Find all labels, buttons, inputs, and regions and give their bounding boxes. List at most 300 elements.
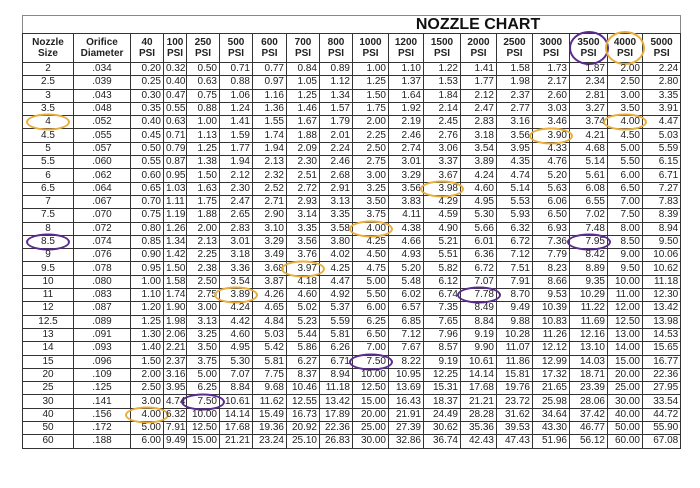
flow-value-cell: 3.50 — [353, 195, 389, 208]
table-body — [23, 63, 681, 449]
table-row — [23, 368, 681, 381]
flow-value-cell: 5.66 — [461, 222, 497, 235]
flow-value-cell: 21.21 — [461, 395, 497, 408]
flow-value-cell: 9.90 — [461, 342, 497, 355]
flow-value-cell: 26.83 — [320, 435, 353, 448]
flow-value-cell: 8.49 — [461, 302, 497, 315]
flow-value-cell: 0.88 — [187, 102, 220, 115]
flow-value-cell: 0.40 — [131, 116, 164, 129]
flow-value-cell: 3.25 — [187, 328, 220, 341]
flow-value-cell: 2.77 — [497, 102, 533, 115]
flow-value-cell: 13.69 — [389, 382, 424, 395]
flow-value-cell: 30.62 — [424, 422, 461, 435]
flow-value-cell: 10.06 — [643, 249, 681, 262]
flow-value-cell: 5.23 — [287, 315, 320, 328]
flow-value-cell: 0.80 — [131, 222, 164, 235]
flow-value-cell: 3.14 — [287, 209, 320, 222]
flow-value-cell: 3.56 — [389, 182, 424, 195]
flow-value-cell: 10.62 — [643, 262, 681, 275]
flow-value-cell: 2.52 — [253, 182, 287, 195]
nozzle-size-cell: 2.5 — [23, 76, 74, 89]
flow-value-cell: 8.94 — [320, 368, 353, 381]
flow-value-cell: 9.68 — [253, 382, 287, 395]
column-header — [497, 34, 533, 63]
flow-value-cell: 3.75 — [353, 209, 389, 222]
flow-value-cell: 18.71 — [570, 368, 608, 381]
flow-value-cell: 6.32 — [164, 408, 187, 421]
flow-value-cell: 1.94 — [253, 142, 287, 155]
flow-value-cell: 0.25 — [131, 76, 164, 89]
flow-value-cell: 40.00 — [608, 408, 643, 421]
column-header-line: Orifice — [86, 37, 118, 48]
nozzle-size-cell: 5.5 — [23, 156, 74, 169]
flow-value-cell: 1.73 — [533, 63, 570, 76]
flow-value-cell: 3.35 — [643, 89, 681, 102]
flow-value-cell: 1.75 — [187, 195, 220, 208]
flow-value-cell: 25.00 — [608, 382, 643, 395]
flow-value-cell: 3.46 — [533, 116, 570, 129]
flow-value-cell: 3.13 — [187, 315, 220, 328]
column-header-line: PSI — [194, 48, 212, 59]
flow-value-cell: 1.79 — [320, 116, 353, 129]
flow-value-cell: 1.98 — [497, 76, 533, 89]
flow-value-cell: 1.03 — [164, 182, 187, 195]
flow-value-cell: 44.72 — [643, 408, 681, 421]
flow-value-cell: 3.49 — [253, 249, 287, 262]
orifice-diameter-cell: .125 — [74, 382, 131, 395]
flow-value-cell: 1.94 — [220, 156, 253, 169]
nozzle-size-cell: 12.5 — [23, 315, 74, 328]
flow-value-cell: 2.00 — [353, 116, 389, 129]
flow-value-cell: 1.19 — [164, 209, 187, 222]
column-header-line: PSI — [506, 48, 523, 59]
flow-value-cell: 0.55 — [164, 102, 187, 115]
flow-value-cell: 2.12 — [220, 169, 253, 182]
flow-value-cell: 2.19 — [389, 116, 424, 129]
flow-value-cell: 2.09 — [287, 142, 320, 155]
flow-value-cell: 9.35 — [570, 275, 608, 288]
flow-value-cell: 10.39 — [533, 302, 570, 315]
flow-value-cell: 1.98 — [164, 315, 187, 328]
flow-value-cell: 10.95 — [389, 368, 424, 381]
flow-value-cell: 12.50 — [608, 315, 643, 328]
nozzle-size-cell: 20 — [23, 368, 74, 381]
flow-value-cell: 4.47 — [320, 275, 353, 288]
flow-value-cell: 4.35 — [497, 156, 533, 169]
flow-value-cell: 3.18 — [220, 249, 253, 262]
column-header-line: 4000 — [613, 37, 637, 48]
flow-value-cell: 2.46 — [320, 156, 353, 169]
nozzle-size-cell: 6.5 — [23, 182, 74, 195]
flow-value-cell: 1.37 — [389, 76, 424, 89]
flow-value-cell: 4.42 — [220, 315, 253, 328]
flow-value-cell: 5.30 — [220, 355, 253, 368]
column-header-line: 5000 — [650, 37, 673, 48]
flow-value-cell: 12.50 — [187, 422, 220, 435]
flow-value-cell: 28.28 — [461, 408, 497, 421]
flow-value-cell: 30.00 — [353, 435, 389, 448]
flow-value-cell: 3.35 — [320, 209, 353, 222]
flow-value-cell: 2.80 — [643, 76, 681, 89]
table-row — [23, 76, 681, 89]
column-header-line: Nozzle — [32, 37, 64, 48]
column-header — [220, 34, 253, 63]
flow-value-cell: 1.20 — [131, 302, 164, 315]
orifice-diameter-cell: .089 — [74, 315, 131, 328]
column-header — [461, 34, 497, 63]
flow-value-cell: 7.78 — [461, 289, 497, 302]
flow-value-cell: 9.19 — [461, 328, 497, 341]
flow-value-cell: 6.01 — [461, 235, 497, 248]
flow-value-cell: 7.02 — [570, 209, 608, 222]
flow-value-cell: 4.60 — [461, 182, 497, 195]
flow-value-cell: 15.65 — [643, 342, 681, 355]
flow-value-cell: 6.06 — [533, 195, 570, 208]
flow-value-cell: 0.87 — [164, 156, 187, 169]
flow-value-cell: 2.71 — [253, 195, 287, 208]
flow-value-cell: 1.25 — [187, 142, 220, 155]
flow-value-cell: 4.21 — [570, 129, 608, 142]
nozzle-size-cell: 14 — [23, 342, 74, 355]
orifice-diameter-cell: .057 — [74, 142, 131, 155]
nozzle-size-cell: 50 — [23, 422, 74, 435]
flow-value-cell: 8.70 — [497, 289, 533, 302]
flow-value-cell: 5.00 — [608, 142, 643, 155]
flow-value-cell: 3.03 — [533, 102, 570, 115]
flow-value-cell: 4.25 — [320, 262, 353, 275]
flow-value-cell: 1.46 — [287, 102, 320, 115]
flow-value-cell: 3.90 — [533, 129, 570, 142]
flow-value-cell: 3.35 — [287, 222, 320, 235]
flow-value-cell: 6.50 — [533, 209, 570, 222]
flow-value-cell: 5.14 — [570, 156, 608, 169]
flow-value-cell: 12.50 — [353, 382, 389, 395]
flow-value-cell: 1.74 — [253, 129, 287, 142]
flow-value-cell: 22.36 — [320, 422, 353, 435]
orifice-diameter-cell: .080 — [74, 275, 131, 288]
flow-value-cell: 15.00 — [187, 435, 220, 448]
flow-value-cell: 23.24 — [253, 435, 287, 448]
flow-value-cell: 28.06 — [570, 395, 608, 408]
nozzle-size-cell: 25 — [23, 382, 74, 395]
orifice-diameter-cell: .093 — [74, 342, 131, 355]
table-row — [23, 129, 681, 142]
flow-value-cell: 5.21 — [424, 235, 461, 248]
flow-value-cell: 10.83 — [533, 315, 570, 328]
flow-value-cell: 2.90 — [253, 209, 287, 222]
flow-value-cell: 31.62 — [497, 408, 533, 421]
flow-value-cell: 1.05 — [287, 76, 320, 89]
column-header-line: 600 — [261, 37, 278, 48]
flow-value-cell: 9.50 — [608, 262, 643, 275]
column-header — [608, 34, 643, 63]
flow-value-cell: 0.79 — [164, 142, 187, 155]
flow-value-cell: 2.25 — [187, 249, 220, 262]
flow-value-cell: 7.91 — [497, 275, 533, 288]
flow-value-cell: 3.98 — [424, 182, 461, 195]
nozzle-size-cell: 60 — [23, 435, 74, 448]
flow-value-cell: 1.12 — [320, 76, 353, 89]
flow-value-cell: 7.91 — [164, 422, 187, 435]
column-header — [131, 34, 164, 63]
flow-value-cell: 3.89 — [461, 156, 497, 169]
flow-value-cell: 3.29 — [389, 169, 424, 182]
flow-value-cell: 3.01 — [220, 235, 253, 248]
flow-value-cell: 2.50 — [131, 382, 164, 395]
flow-value-cell: 17.68 — [220, 422, 253, 435]
flow-value-cell: 1.63 — [187, 182, 220, 195]
table-row — [23, 142, 681, 155]
column-header-line: 3000 — [539, 37, 563, 48]
flow-value-cell: 5.14 — [497, 182, 533, 195]
orifice-diameter-cell: .048 — [74, 102, 131, 115]
orifice-diameter-cell: .064 — [74, 182, 131, 195]
flow-value-cell: 9.53 — [533, 289, 570, 302]
flow-value-cell: 0.30 — [131, 89, 164, 102]
flow-value-cell: 2.38 — [187, 262, 220, 275]
table-row — [23, 342, 681, 355]
flow-value-cell: 6.50 — [608, 182, 643, 195]
flow-value-cell: 15.81 — [497, 368, 533, 381]
column-header-line: Diameter — [80, 48, 124, 59]
nozzle-size-cell: 8 — [23, 222, 74, 235]
flow-value-cell: 6.71 — [320, 355, 353, 368]
flow-value-cell: 30.00 — [608, 395, 643, 408]
flow-value-cell: 0.63 — [187, 76, 220, 89]
flow-value-cell: 1.77 — [461, 76, 497, 89]
flow-value-cell: 36.74 — [424, 435, 461, 448]
flow-value-cell: 4.00 — [353, 222, 389, 235]
orifice-diameter-cell: .034 — [74, 63, 131, 76]
column-header-line: PSI — [653, 48, 670, 59]
flow-value-cell: 5.48 — [389, 275, 424, 288]
column-header-line: PSI — [470, 48, 487, 59]
flow-value-cell: 14.00 — [608, 342, 643, 355]
flow-value-cell: 0.90 — [131, 249, 164, 262]
flow-value-cell: 6.27 — [287, 355, 320, 368]
flow-value-cell: 1.50 — [353, 89, 389, 102]
flow-value-cell: 1.58 — [497, 63, 533, 76]
flow-value-cell: 4.74 — [164, 395, 187, 408]
flow-value-cell: 3.83 — [389, 195, 424, 208]
column-header — [389, 34, 424, 63]
flow-value-cell: 2.83 — [461, 116, 497, 129]
flow-value-cell: 6.71 — [643, 169, 681, 182]
flow-value-cell: 2.68 — [320, 169, 353, 182]
flow-value-cell: 7.35 — [424, 302, 461, 315]
flow-value-cell: 21.91 — [389, 408, 424, 421]
flow-value-cell: 2.65 — [220, 209, 253, 222]
flow-value-cell: 1.58 — [164, 275, 187, 288]
flow-value-cell: 4.65 — [253, 302, 287, 315]
flow-value-cell: 4.25 — [353, 235, 389, 248]
flow-value-cell: 1.22 — [424, 63, 461, 76]
flow-value-cell: 7.50 — [608, 209, 643, 222]
flow-value-cell: 4.50 — [608, 129, 643, 142]
flow-value-cell: 16.43 — [389, 395, 424, 408]
flow-value-cell: 11.62 — [253, 395, 287, 408]
table-row — [23, 395, 681, 408]
flow-value-cell: 5.53 — [497, 195, 533, 208]
flow-value-cell: 12.99 — [533, 355, 570, 368]
flow-value-cell: 3.75 — [187, 355, 220, 368]
table-row — [23, 102, 681, 115]
flow-value-cell: 2.00 — [608, 63, 643, 76]
column-header — [643, 34, 681, 63]
flow-value-cell: 15.49 — [253, 408, 287, 421]
column-header-line: 1000 — [359, 37, 382, 48]
flow-value-cell: 20.00 — [353, 408, 389, 421]
flow-value-cell: 37.42 — [570, 408, 608, 421]
flow-value-cell: 11.26 — [533, 328, 570, 341]
flow-value-cell: 2.00 — [131, 368, 164, 381]
flow-value-cell: 5.03 — [643, 129, 681, 142]
flow-value-cell: 7.96 — [424, 328, 461, 341]
flow-value-cell: 6.72 — [497, 235, 533, 248]
flow-value-cell: 15.00 — [608, 355, 643, 368]
flow-value-cell: 3.16 — [497, 116, 533, 129]
flow-value-cell: 0.50 — [187, 63, 220, 76]
orifice-diameter-cell: .109 — [74, 368, 131, 381]
flow-value-cell: 60.00 — [608, 435, 643, 448]
flow-value-cell: 3.54 — [461, 142, 497, 155]
flow-value-cell: 3.29 — [253, 235, 287, 248]
flow-value-cell: 12.30 — [643, 289, 681, 302]
flow-value-cell: 10.61 — [461, 355, 497, 368]
flow-value-cell: 0.45 — [131, 129, 164, 142]
flow-value-cell: 1.25 — [131, 315, 164, 328]
flow-value-cell: 5.20 — [533, 169, 570, 182]
flow-value-cell: 1.16 — [253, 89, 287, 102]
flow-value-cell: 2.72 — [287, 182, 320, 195]
flow-value-cell: 4.66 — [389, 235, 424, 248]
column-header-line: 1500 — [430, 37, 454, 48]
flow-value-cell: 1.42 — [164, 249, 187, 262]
flow-value-cell: 6.57 — [389, 302, 424, 315]
flow-value-cell: 21.21 — [220, 435, 253, 448]
flow-value-cell: 3.74 — [570, 116, 608, 129]
flow-value-cell: 6.32 — [497, 222, 533, 235]
flow-value-cell: 8.57 — [424, 342, 461, 355]
flow-value-cell: 5.30 — [461, 209, 497, 222]
flow-value-cell: 2.50 — [187, 275, 220, 288]
flow-value-cell: 1.06 — [220, 89, 253, 102]
flow-value-cell: 2.50 — [353, 142, 389, 155]
flow-value-cell: 4.00 — [131, 408, 164, 421]
flow-value-cell: 2.30 — [287, 156, 320, 169]
flow-value-cell: 2.34 — [570, 76, 608, 89]
flow-value-cell: 12.25 — [424, 368, 461, 381]
flow-value-cell: 3.76 — [287, 249, 320, 262]
flow-value-cell: 1.88 — [287, 129, 320, 142]
flow-value-cell: 2.32 — [253, 169, 287, 182]
flow-value-cell: 12.00 — [608, 302, 643, 315]
flow-value-cell: 0.50 — [131, 142, 164, 155]
nozzle-size-cell: 7.5 — [23, 209, 74, 222]
orifice-diameter-cell: .062 — [74, 169, 131, 182]
flow-value-cell: 7.51 — [497, 262, 533, 275]
flow-value-cell: 5.59 — [320, 315, 353, 328]
flow-value-cell: 1.00 — [353, 63, 389, 76]
flow-value-cell: 6.00 — [131, 435, 164, 448]
table-row — [23, 89, 681, 102]
column-header-line: PSI — [433, 48, 451, 59]
flow-value-cell: 4.38 — [389, 222, 424, 235]
flow-value-cell: 6.12 — [424, 275, 461, 288]
flow-value-cell: 25.98 — [533, 395, 570, 408]
flow-value-cell: 6.85 — [389, 315, 424, 328]
table-row — [23, 116, 681, 129]
flow-value-cell: 5.42 — [253, 342, 287, 355]
column-header-line: PSI — [542, 48, 560, 59]
flow-value-cell: 2.00 — [187, 222, 220, 235]
flow-value-cell: 7.36 — [533, 235, 570, 248]
flow-value-cell: 2.37 — [497, 89, 533, 102]
flow-value-cell: 1.50 — [131, 355, 164, 368]
flow-value-cell: 2.76 — [424, 129, 461, 142]
flow-value-cell: 4.50 — [353, 249, 389, 262]
column-header — [74, 34, 131, 63]
flow-value-cell: 1.00 — [131, 275, 164, 288]
table-row — [23, 249, 681, 262]
nozzle-size-cell: 6 — [23, 169, 74, 182]
flow-value-cell: 10.29 — [570, 289, 608, 302]
flow-value-cell: 1.90 — [164, 302, 187, 315]
flow-value-cell: 2.14 — [424, 102, 461, 115]
flow-value-cell: 2.75 — [187, 289, 220, 302]
table-row — [23, 422, 681, 435]
flow-value-cell: 1.50 — [164, 262, 187, 275]
flow-value-cell: 4.84 — [253, 315, 287, 328]
orifice-diameter-cell: .055 — [74, 129, 131, 142]
flow-value-cell: 0.77 — [253, 63, 287, 76]
flow-value-cell: 2.47 — [220, 195, 253, 208]
column-header-line: PSI — [397, 48, 415, 59]
flow-value-cell: 3.95 — [497, 142, 533, 155]
table-row — [23, 302, 681, 315]
column-header-line: 500 — [227, 37, 245, 48]
nozzle-size-cell: 30 — [23, 395, 74, 408]
flow-value-cell: 1.50 — [187, 169, 220, 182]
column-header — [570, 34, 608, 63]
table-row — [23, 328, 681, 341]
flow-value-cell: 16.73 — [287, 408, 320, 421]
flow-value-cell: 6.02 — [389, 289, 424, 302]
flow-value-cell: 1.24 — [220, 102, 253, 115]
flow-value-cell: 1.41 — [220, 116, 253, 129]
table-row — [23, 63, 681, 76]
flow-value-cell: 8.84 — [461, 315, 497, 328]
flow-value-cell: 8.00 — [608, 222, 643, 235]
flow-value-cell: 0.95 — [164, 169, 187, 182]
flow-value-cell: 15.00 — [353, 395, 389, 408]
flow-value-cell: 0.40 — [164, 76, 187, 89]
flow-value-cell: 10.46 — [287, 382, 320, 395]
flow-value-cell: 2.75 — [353, 156, 389, 169]
flow-value-cell: 6.26 — [320, 342, 353, 355]
nozzle-size-cell: 40 — [23, 408, 74, 421]
orifice-diameter-cell: .076 — [74, 249, 131, 262]
flow-value-cell: 11.18 — [643, 275, 681, 288]
flow-value-cell: 25.00 — [353, 422, 389, 435]
flow-value-cell: 27.39 — [389, 422, 424, 435]
flow-value-cell: 3.50 — [187, 342, 220, 355]
column-header-line: Size — [37, 48, 58, 59]
orifice-diameter-cell: .188 — [74, 435, 131, 448]
flow-value-cell: 56.12 — [570, 435, 608, 448]
flow-value-cell: 4.60 — [220, 328, 253, 341]
flow-value-cell: 2.83 — [220, 222, 253, 235]
